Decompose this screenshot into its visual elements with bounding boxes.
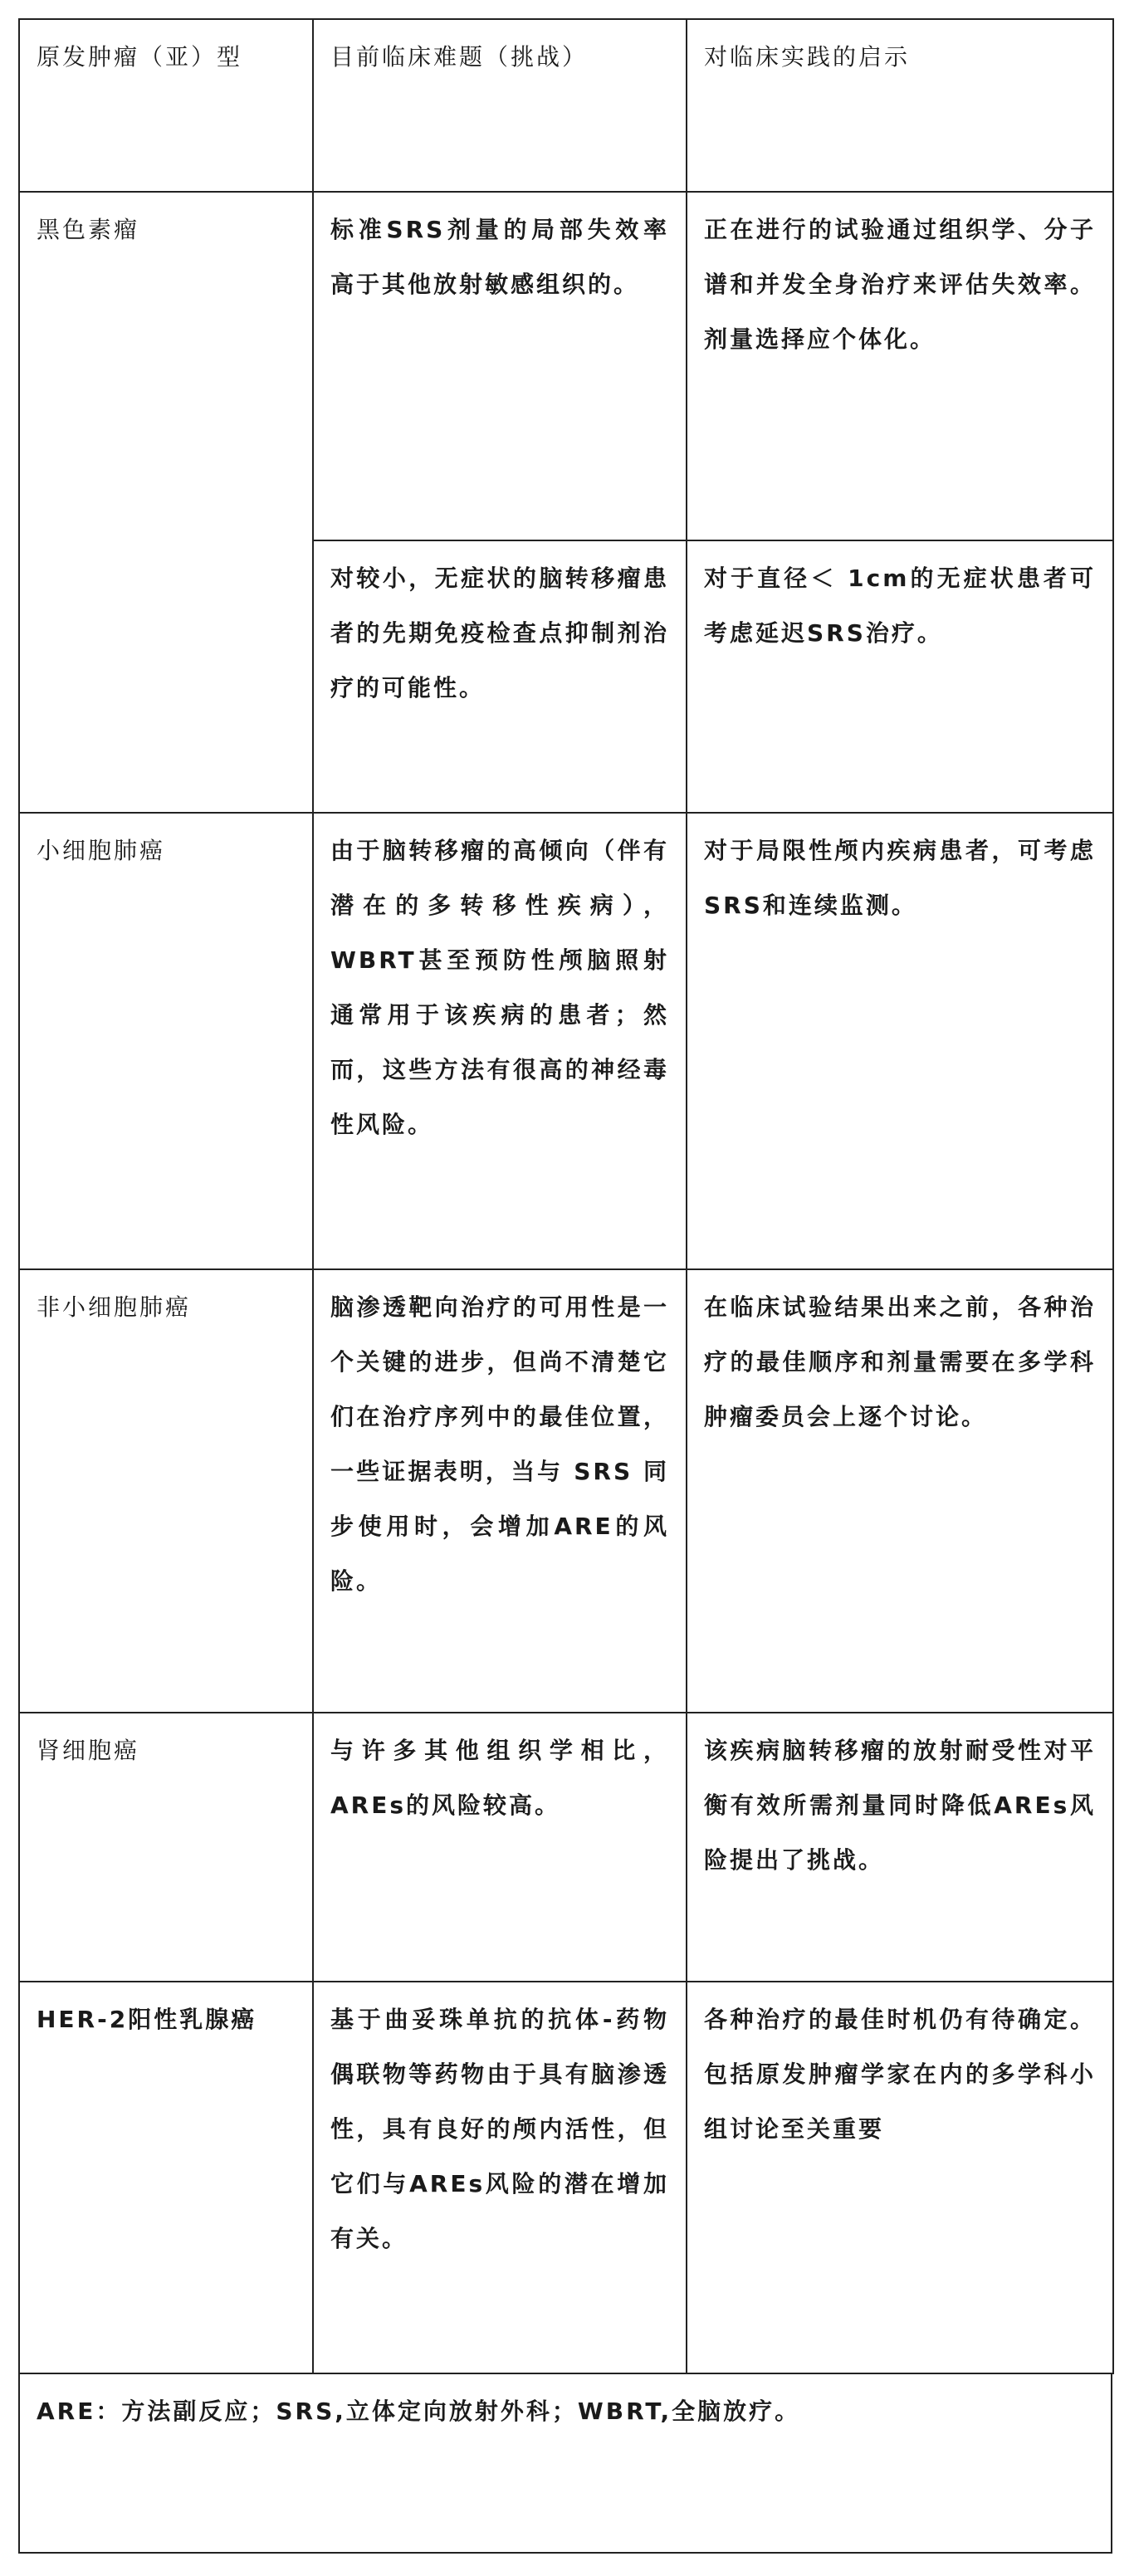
- document-page: [18, 18, 1112, 2554]
- table-row: [19, 1269, 1113, 1713]
- table-header-row: [19, 19, 1113, 192]
- tumor-type-cell: 非小细胞肺癌: [19, 1269, 313, 1713]
- table-row: [19, 813, 1113, 1269]
- challenge-cell: 标准SRS剂量的局部失效率高于其他放射敏感组织的。: [313, 192, 687, 540]
- tumor-table: [18, 18, 1114, 2374]
- implication-cell: 在临床试验结果出来之前，各种治疗的最佳顺序和剂量需要在多学科肿瘤委员会上逐个讨论。: [687, 1269, 1113, 1713]
- header-challenge: 目前临床难题（挑战）: [313, 19, 687, 192]
- table-row: [19, 1982, 1113, 2373]
- footnote: ARE：方法副反应；SRS,立体定向放射外科；WBRT,全脑放疗。: [19, 2373, 1112, 2553]
- tumor-type-cell: HER-2阳性乳腺癌: [19, 1982, 313, 2373]
- tumor-type-cell: 黑色素瘤: [19, 192, 313, 813]
- table-row: [19, 1713, 1113, 1982]
- challenge-cell: 脑渗透靶向治疗的可用性是一个关键的进步，但尚不清楚它们在治疗序列中的最佳位置，一些证据表明，当与 SRS 同步使用时，会增加ARE的风险。: [313, 1269, 687, 1713]
- implication-cell: 各种治疗的最佳时机仍有待确定。包括原发肿瘤学家在内的多学科小组讨论至关重要: [687, 1982, 1113, 2373]
- implication-cell: 正在进行的试验通过组织学、分子谱和并发全身治疗来评估失效率。剂量选择应个体化。: [687, 192, 1113, 540]
- header-type: 原发肿瘤（亚）型: [19, 19, 313, 192]
- tumor-type-cell: 肾细胞癌: [19, 1713, 313, 1982]
- footnote-row: [19, 2373, 1112, 2553]
- implication-cell: 该疾病脑转移瘤的放射耐受性对平衡有效所需剂量同时降低AREs风险提出了挑战。: [687, 1713, 1113, 1982]
- implication-cell: 对于局限性颅内疾病患者，可考虑SRS和连续监测。: [687, 813, 1113, 1269]
- implication-cell: 对于直径＜ 1cm的无症状患者可考虑延迟SRS治疗。: [687, 540, 1113, 813]
- challenge-cell: 对较小，无症状的脑转移瘤患者的先期免疫检查点抑制剂治疗的可能性。: [313, 540, 687, 813]
- challenge-cell: 与许多其他组织学相比，AREs的风险较高。: [313, 1713, 687, 1982]
- table-row: [19, 192, 1113, 540]
- footnote-table: [18, 2373, 1112, 2554]
- tumor-type-cell: 小细胞肺癌: [19, 813, 313, 1269]
- header-implication: 对临床实践的启示: [687, 19, 1113, 192]
- challenge-cell: 由于脑转移瘤的高倾向（伴有潜在的多转移性疾病），WBRT甚至预防性颅脑照射通常用于该疾病的患者；然而，这些方法有很高的神经毒性风险。: [313, 813, 687, 1269]
- challenge-cell: 基于曲妥珠单抗的抗体-药物偶联物等药物由于具有脑渗透性，具有良好的颅内活性，但它们与AREs风险的潜在增加有关。: [313, 1982, 687, 2373]
